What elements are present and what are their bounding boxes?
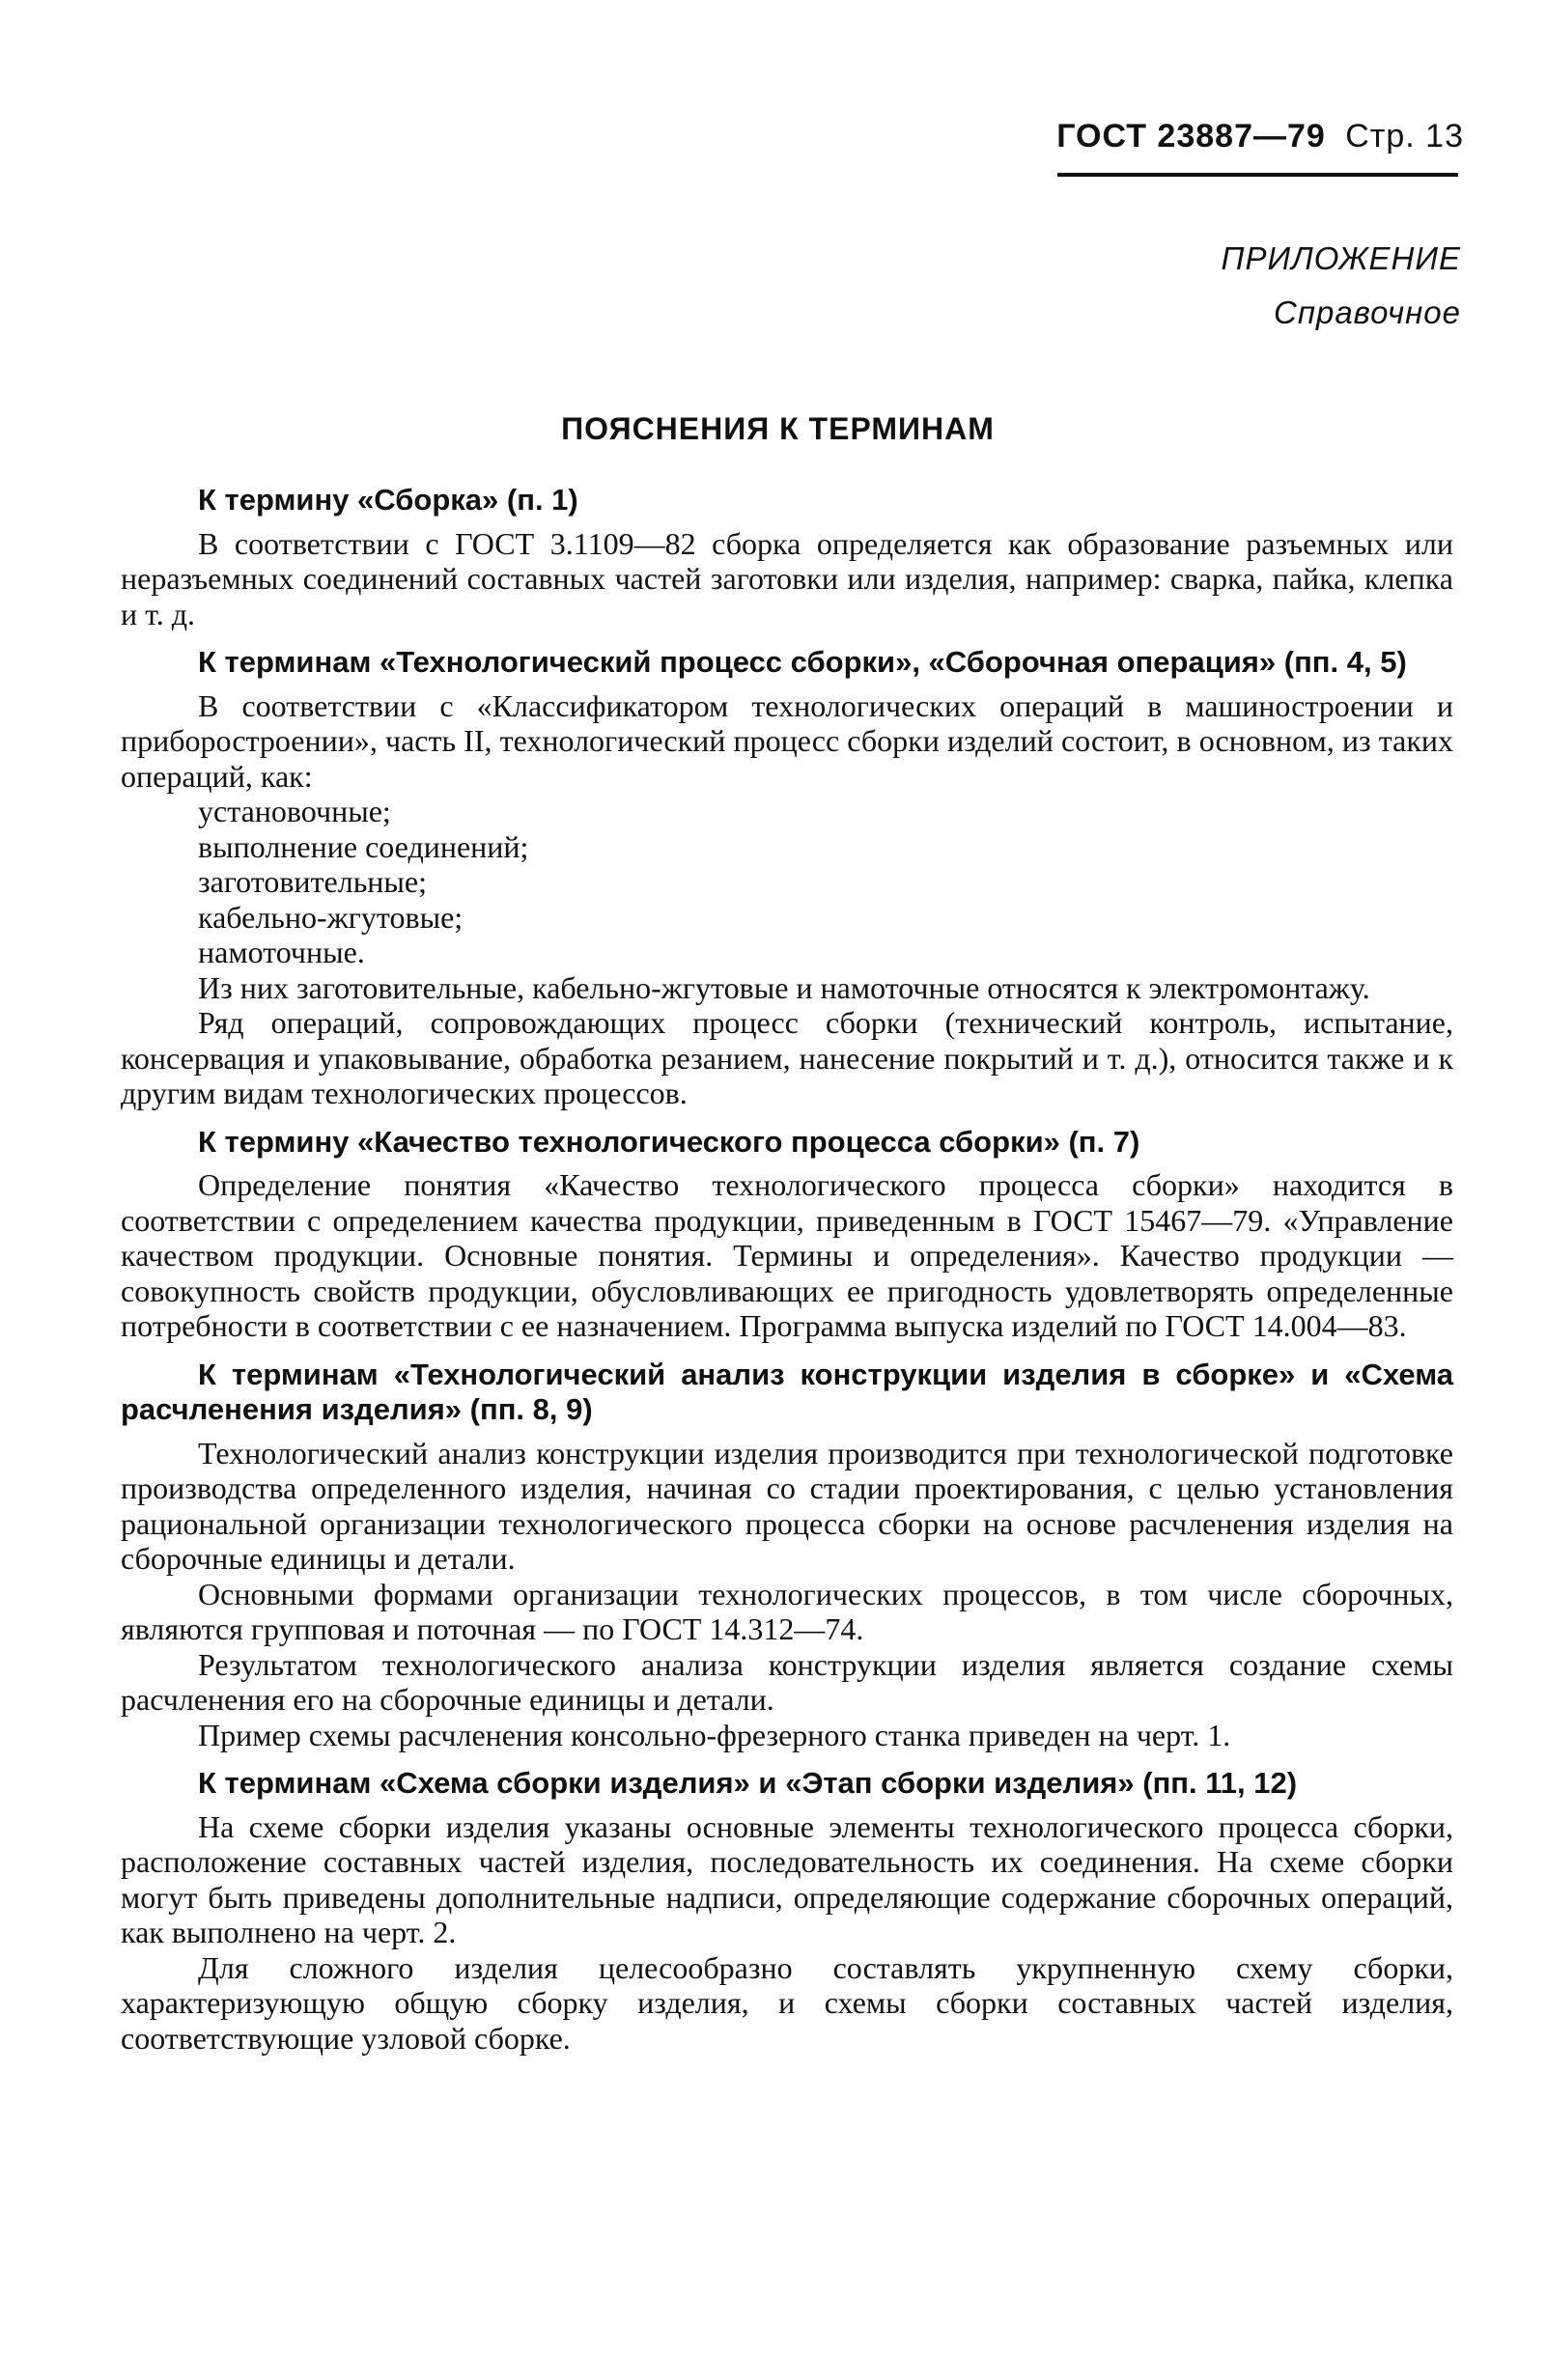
section-heading: К терминам «Технологический анализ конструкции изделия в сборке» и «Схема расчленения изделия» (пп. 8, 9) [121,1357,1453,1426]
paragraph: Ряд операций, сопровождающих процесс сборки (технический контроль, испытание, консервация и упаковывание, обработка резанием, нанесение покрытий и т. д.), относится также и к другим видам технологических процессов. [121,1005,1453,1110]
paragraph: Определение понятия «Качество технологического процесса сборки» находится в соответствии с определением качества продукции, приведенным в ГОСТ 15467—79. «Управление качеством продукции. Основные понятия. Термины и определения». Качество продукции — совокупность свойств продукции, обусловливающих ее пригодность удовлетворять определенные потребности в соответствии с ее назначением. Программа выпуска изделий по ГОСТ 14.004—83. [121,1167,1453,1343]
list-item: кабельно-жгутовые; [198,899,464,935]
section-heading: К терминам «Технологический процесс сборки», «Сборочная операция» (пп. 4, 5) [198,645,1407,679]
page-number: Стр. 13 [1345,118,1464,154]
section-heading: К термину «Качество технологического процесса сборки» (п. 7) [198,1124,1140,1159]
page-header [1056,118,1464,155]
list-item: заготовительные; [198,864,428,899]
paragraph: В соответствии с «Классификатором технологических операций в машиностроении и приборостроении», часть II, технологический процесс сборки изделий состоит, в основном, из таких операций, как: [121,687,1453,794]
list-item: выполнение соединений; [198,828,529,864]
paragraph: Пример схемы расчленения консольно-фрезерного станка приведен на черт. 1. [198,1717,1231,1752]
paragraph: Основными формами организации технологических процессов, в том числе сборочных, являются групповая и поточная — по ГОСТ 14.312—74. [121,1576,1453,1646]
standard-number: ГОСТ 23887—79 [1056,118,1326,154]
paragraph: На схеме сборки изделия указаны основные элементы технологического процесса сборки, расположение составных частей изделия, последовательность их соединения. На схеме сборки могут быть приведены дополнительные надписи, определяющие содержание сборочных операций, как выполнено на черт. 2. [121,1808,1453,1949]
paragraph: Из них заготовительные, кабельно-жгутовые и намоточные относятся к электромонтажу. [198,969,1370,1005]
header-rule [1057,173,1458,177]
document-title: ПОЯСНЕНИЯ К ТЕРМИНАМ [561,411,995,446]
section-heading: К термину «Сборка» (п. 1) [198,483,578,517]
section-heading: К терминам «Схема сборки изделия» и «Этап сборки изделия» (пп. 11, 12) [198,1766,1298,1800]
paragraph: Результатом технологического анализа конструкции изделия является создание схемы расчленения его на сборочные единицы и детали. [121,1646,1453,1717]
paragraph: Для сложного изделия целесообразно составлять укрупненную схему сборки, характеризующую общую сборку изделия, и схемы сборки составных частей изделия, соответствующие узловой сборке. [121,1949,1453,2056]
list-item: установочные; [198,794,391,828]
list-item: намоточные. [198,935,365,969]
appendix-type: Справочное [1273,294,1461,330]
document-body [121,483,1453,2056]
paragraph: Технологический анализ конструкции изделия производится при технологической подготовке производства определенного изделия, начиная со стадии проектирования, с целью установления рациональной организации технологического процесса сборки на основе расчленения изделия на сборочные единицы и детали. [121,1435,1453,1576]
paragraph: В соответствии с ГОСТ 3.1109—82 сборка определяется как образование разъемных или неразъемных соединений составных частей заготовки или изделия, например: сварка, пайка, клепка и т. д. [121,525,1453,631]
appendix-label [1222,232,1461,340]
appendix-title: ПРИЛОЖЕНИЕ [1221,240,1461,276]
